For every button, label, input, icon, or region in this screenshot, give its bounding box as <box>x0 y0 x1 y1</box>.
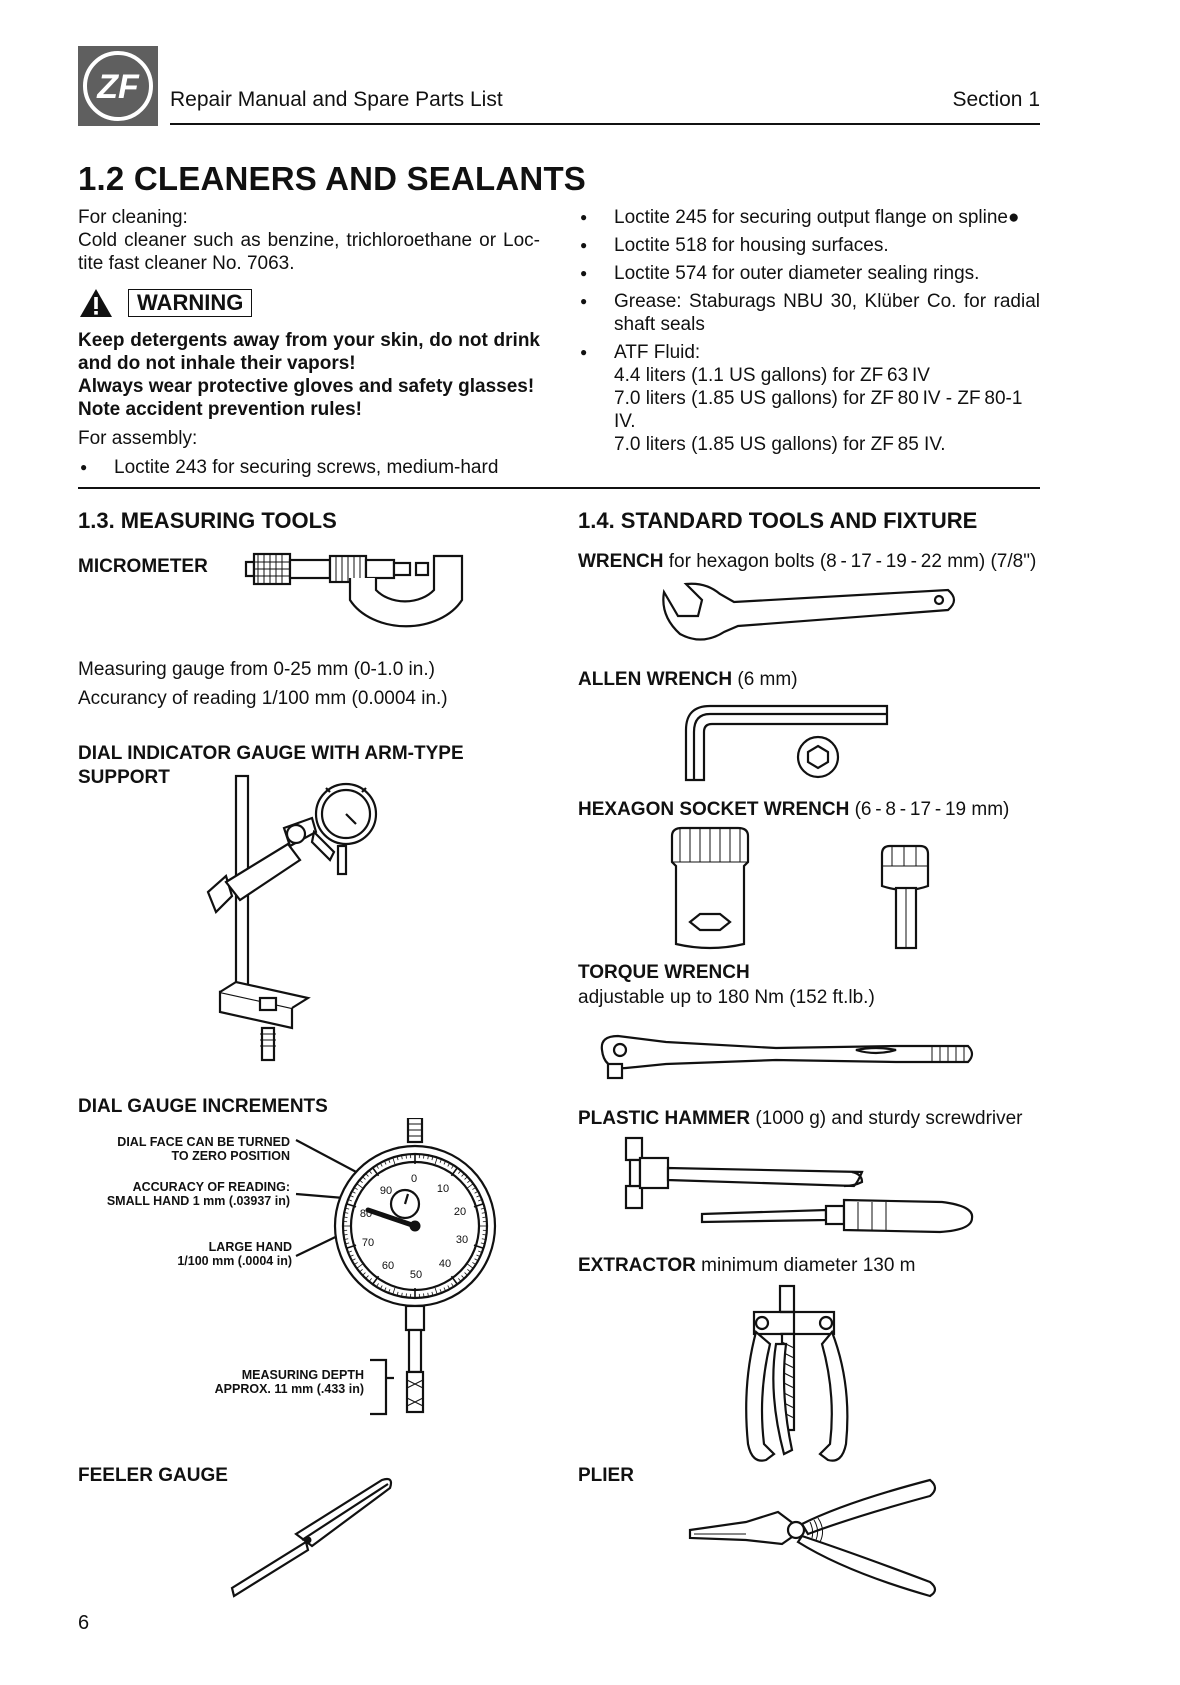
dial-indicator-stand-illustration <box>196 772 406 1072</box>
callout-accuracy-line-2: SMALL HAND 1 mm (.03937 in) <box>106 1194 290 1208</box>
sealant-bullet-2-text: Loctite 518 for housing surfaces. <box>614 235 889 256</box>
dial-indicator-label-line-1: DIAL INDICATOR GAUGE WITH ARM-TYPE <box>78 743 464 764</box>
warning-label: WARNING <box>128 289 252 317</box>
dial-number-20: 20 <box>453 1206 467 1218</box>
atf-line-2: 7.0 liters (1.85 US gallons) for ZF 80 IV - ZF 80-1 IV. <box>614 388 1027 432</box>
wrench-description <box>578 550 1036 573</box>
sealant-bullet-5-body <box>614 341 1040 456</box>
cleaning-text-line-1: Cold cleaner such as benzine, trichloroethane or Loc- <box>78 230 540 251</box>
callout-measuring-depth-line-2: APPROX. 11 mm (.433 in) <box>214 1382 364 1396</box>
assembly-bullet <box>78 456 540 479</box>
cleaners-left-column <box>78 206 540 479</box>
sealant-bullet-2 <box>578 234 1040 257</box>
allen-wrench-illustration <box>682 700 892 786</box>
wrench-illustration <box>658 580 958 652</box>
wrench-text: for hexagon bolts (8 - 17 - 19 - 22 mm) (7/8") <box>663 551 1037 572</box>
plastic-hammer-text: (1000 g) and sturdy screwdriver <box>750 1108 1023 1129</box>
callout-large-hand-line-2: 1/100 mm (.0004 in) <box>177 1254 292 1268</box>
dial-tick <box>406 1155 407 1159</box>
bullet-dot: ● <box>580 266 588 280</box>
hex-socket-illustration <box>660 826 930 954</box>
dial-number-40: 40 <box>438 1258 452 1270</box>
cleaners-right-column <box>578 206 1040 456</box>
plastic-hammer-label: PLASTIC HAMMER <box>578 1108 751 1129</box>
dial-number-30: 30 <box>455 1234 469 1246</box>
sealant-bullet-1-text: Loctite 245 for securing output flange on spline● <box>614 207 1020 228</box>
assembly-bullet-text: Loctite 243 for securing screws, medium-hard <box>114 457 499 478</box>
dial-number-10: 10 <box>436 1183 450 1195</box>
header-section: Section 1 <box>952 88 1040 111</box>
torque-wrench-text: adjustable up to 180 Nm (152 ft.lb.) <box>578 987 875 1008</box>
dial-tick <box>482 1217 486 1218</box>
allen-wrench-description <box>578 668 798 691</box>
sealant-bullet-4 <box>578 290 1040 336</box>
plier-illustration <box>686 1472 942 1600</box>
extractor-description <box>578 1254 916 1277</box>
torque-wrench-label: TORQUE WRENCH <box>578 962 750 983</box>
dial-number-60: 60 <box>381 1260 395 1272</box>
bullet-dot: ● <box>580 345 588 359</box>
callout-large-hand-line-1: LARGE HAND <box>208 1240 292 1254</box>
torque-wrench-illustration <box>596 1028 980 1080</box>
header-rule <box>170 123 1040 125</box>
dial-tick <box>424 1293 425 1297</box>
extractor-illustration <box>740 1284 860 1472</box>
hex-socket-text: (6 - 8 - 17 - 19 mm) <box>849 799 1010 820</box>
extractor-text: minimum diameter 130 m <box>695 1255 916 1276</box>
callout-accuracy-line-1: ACCURACY OF READING: <box>132 1180 290 1194</box>
hex-socket-description <box>578 798 1009 821</box>
bullet-dot: ● <box>580 238 588 252</box>
bullet-dot: ● <box>580 294 588 308</box>
zf-logo-graphic <box>78 46 158 126</box>
dial-tick <box>424 1155 425 1159</box>
allen-wrench-label: ALLEN WRENCH <box>578 669 733 690</box>
plastic-hammer-description <box>578 1107 1023 1130</box>
sealant-bullet-1 <box>578 206 1040 229</box>
micrometer-range: Measuring gauge from 0-25 mm (0-1.0 in.) <box>78 659 435 680</box>
zf-logo <box>78 46 158 126</box>
dial-tick <box>406 1293 407 1297</box>
warning-line-4: Note accident prevention rules! <box>78 399 363 420</box>
callout-dial-face <box>78 1135 290 1163</box>
cleaners-title: 1.2 CLEANERS AND SEALANTS <box>78 160 587 197</box>
plastic-hammer-screwdriver-illustration <box>622 1134 978 1242</box>
bullet-dot: ● <box>80 460 88 474</box>
for-assembly-label: For assembly: <box>78 428 198 449</box>
extractor-label: EXTRACTOR <box>578 1255 696 1276</box>
warning-line-3: Always wear protective gloves and safety glasses! <box>78 376 535 397</box>
callout-dial-face-line-2: TO ZERO POSITION <box>171 1149 290 1163</box>
callout-accuracy <box>78 1180 290 1208</box>
atf-line-3: 7.0 liters (1.85 US gallons) for ZF 85 IV. <box>614 434 946 455</box>
hex-socket-label: HEXAGON SOCKET WRENCH <box>578 799 850 820</box>
micrometer-label: MICROMETER <box>78 556 208 577</box>
dial-tick <box>344 1217 348 1218</box>
plier-label: PLIER <box>578 1465 634 1486</box>
cleaning-text-line-2: tite fast cleaner No. 7063. <box>78 253 295 274</box>
sealant-bullet-3 <box>578 262 1040 285</box>
dial-gauge-illustration <box>290 1118 510 1418</box>
bullet-dot: ● <box>580 210 588 224</box>
allen-wrench-text: (6 mm) <box>732 669 798 690</box>
page-number: 6 <box>78 1612 90 1634</box>
warning-heading <box>78 287 540 319</box>
dial-increments-label: DIAL GAUGE INCREMENTS <box>78 1096 328 1117</box>
sealant-bullet-5 <box>578 341 1040 456</box>
svg-text:ZF: ZF <box>97 68 139 106</box>
dial-number-80: 80 <box>359 1208 373 1220</box>
warning-triangle-icon <box>78 287 114 319</box>
sealant-bullet-4-body <box>614 290 1040 336</box>
wrench-label: WRENCH <box>578 551 664 572</box>
dial-number-0: 0 <box>410 1173 418 1185</box>
feeler-gauge-illustration <box>222 1470 402 1600</box>
sealant-bullet-3-text: Loctite 574 for outer diameter sealing rings. <box>614 263 980 284</box>
micrometer-accuracy: Accurancy of reading 1/100 mm (0.0004 in.) <box>78 688 448 709</box>
dial-number-50: 50 <box>409 1269 423 1281</box>
callout-dial-face-line-1: DIAL FACE CAN BE TURNED <box>117 1135 290 1149</box>
feeler-gauge-label: FEELER GAUGE <box>78 1465 228 1486</box>
dial-tick <box>482 1235 486 1236</box>
warning-line-1: Keep detergents away from your skin, do not drink <box>78 330 540 351</box>
sealant-bullet-4-line-2: shaft seals <box>614 314 705 335</box>
callout-measuring-depth-line-1: MEASURING DEPTH <box>241 1368 364 1382</box>
section-divider <box>78 487 1040 489</box>
measuring-title: 1.3. MEASURING TOOLS <box>78 508 337 533</box>
header-title: Repair Manual and Spare Parts List <box>170 88 503 111</box>
warning-line-2: and do not inhale their vapors! <box>78 353 356 374</box>
atf-fluid-label: ATF Fluid: <box>614 342 701 363</box>
dial-indicator-label-line-2: SUPPORT <box>78 767 170 788</box>
dial-tick <box>344 1235 348 1236</box>
callout-large-hand <box>78 1240 292 1268</box>
dial-number-70: 70 <box>361 1237 375 1249</box>
for-cleaning-label: For cleaning: <box>78 207 188 228</box>
standard-tools-title: 1.4. STANDARD TOOLS AND FIXTURE <box>578 508 978 533</box>
micrometer-illustration <box>238 546 473 650</box>
dial-number-90: 90 <box>379 1185 393 1197</box>
atf-line-1: 4.4 liters (1.1 US gallons) for ZF 63 IV <box>614 365 930 386</box>
sealant-bullet-4-line-1: Grease: Staburags NBU 30, Klüber Co. for radial <box>614 291 1040 312</box>
